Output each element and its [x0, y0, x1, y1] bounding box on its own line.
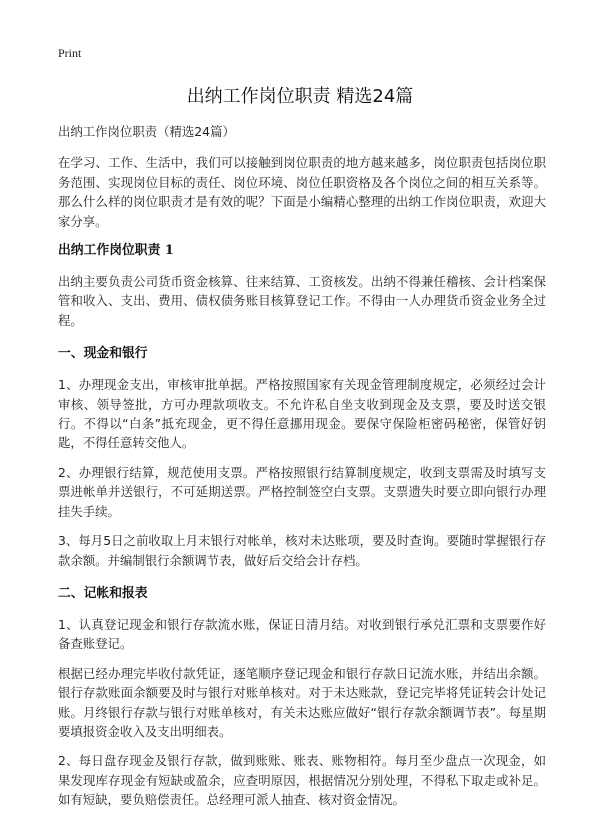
article-subtitle: 出纳工作岗位职责（精选24篇）	[58, 124, 235, 139]
list-item: 2、办理银行结算，规范使用支票。严格按照银行结算制度规定，收到支票需及时填写支票进帐单并送银行，不可延期送票。严格控制签空白支票。支票遗失时要立即向银行办理挂失手续。	[58, 464, 546, 519]
page-title: 出纳工作岗位职责 精选24篇	[186, 86, 414, 107]
section-heading: 出纳工作岗位职责 1	[58, 243, 174, 259]
section-paragraph: 出纳主要负责公司货币资金核算、往来结算、工资核发。出纳不得兼任稽核、会计档案保管和收入、支出、费用、债权债务账目核算登记工作。不得由一人办理货币资金业务全过程。	[58, 274, 546, 328]
article-body	[58, 122, 546, 820]
list-item: 2、每日盘存现金及银行存款，做到账账、账表、账物相符。每月至少盘点一次现金，如果发现库存现金有短缺或盈余，应查明原因，根据情况分别处理，不得私下取走或补足。如有短缺，要负赔偿责任。总经理可派人抽查、核对资金情况。	[58, 753, 546, 808]
part-heading-cash-bank: 一、现金和银行	[58, 346, 148, 362]
part-heading-bookkeeping: 二、记帐和报表	[58, 585, 148, 601]
intro-paragraph: 在学习、工作、生活中，我们可以接触到岗位职责的地方越来越多，岗位职责包括岗位职务范围、实现岗位目标的责任、岗位环境、岗位任职资格及各个岗位之间的相互关系等。那么什么样的岗位职责才是有效的呢？下面是小编精心整理的出纳工作岗位职责，欢迎大家分享。	[58, 155, 546, 229]
list-item: 1、认真登记现金和银行存款流水账，保证日清月结。对收到银行承兑汇票和支票要作好备查账登记。	[58, 616, 546, 652]
list-item: 根据已经办理完毕收付款凭证，逐笔顺序登记现金和银行存款日记流水账，并结出余额。银行存款账面余额要及时与银行对账单核对。对于未达账款，登记完毕将凭证转会计处记账。月终银行存款与银行对账单核对，有关未达账应做好“银行存款余额调节表”。每星期要填报资金收入及支出明细表。	[58, 665, 546, 739]
print-link[interactable]: Print	[58, 46, 82, 60]
list-item: 3、每月5日之前收取上月末银行对帐单，核对未达账项，要及时查询。要随时掌握银行存款余额。并编制银行余额调节表，做好后交给会计存档。	[58, 533, 546, 568]
list-item: 1、办理现金支出，审核审批单据。严格按照国家有关现金管理制度规定，必须经过会计审核、领导签批，方可办理款项收支。不允许私自坐支收到现金及支票，要及时送交银行。不得以“白条”抵充现金，更不得任意挪用现金。要保守保险柜密码秘密，保管好钥匙，不得任意转交他人。	[58, 377, 546, 451]
